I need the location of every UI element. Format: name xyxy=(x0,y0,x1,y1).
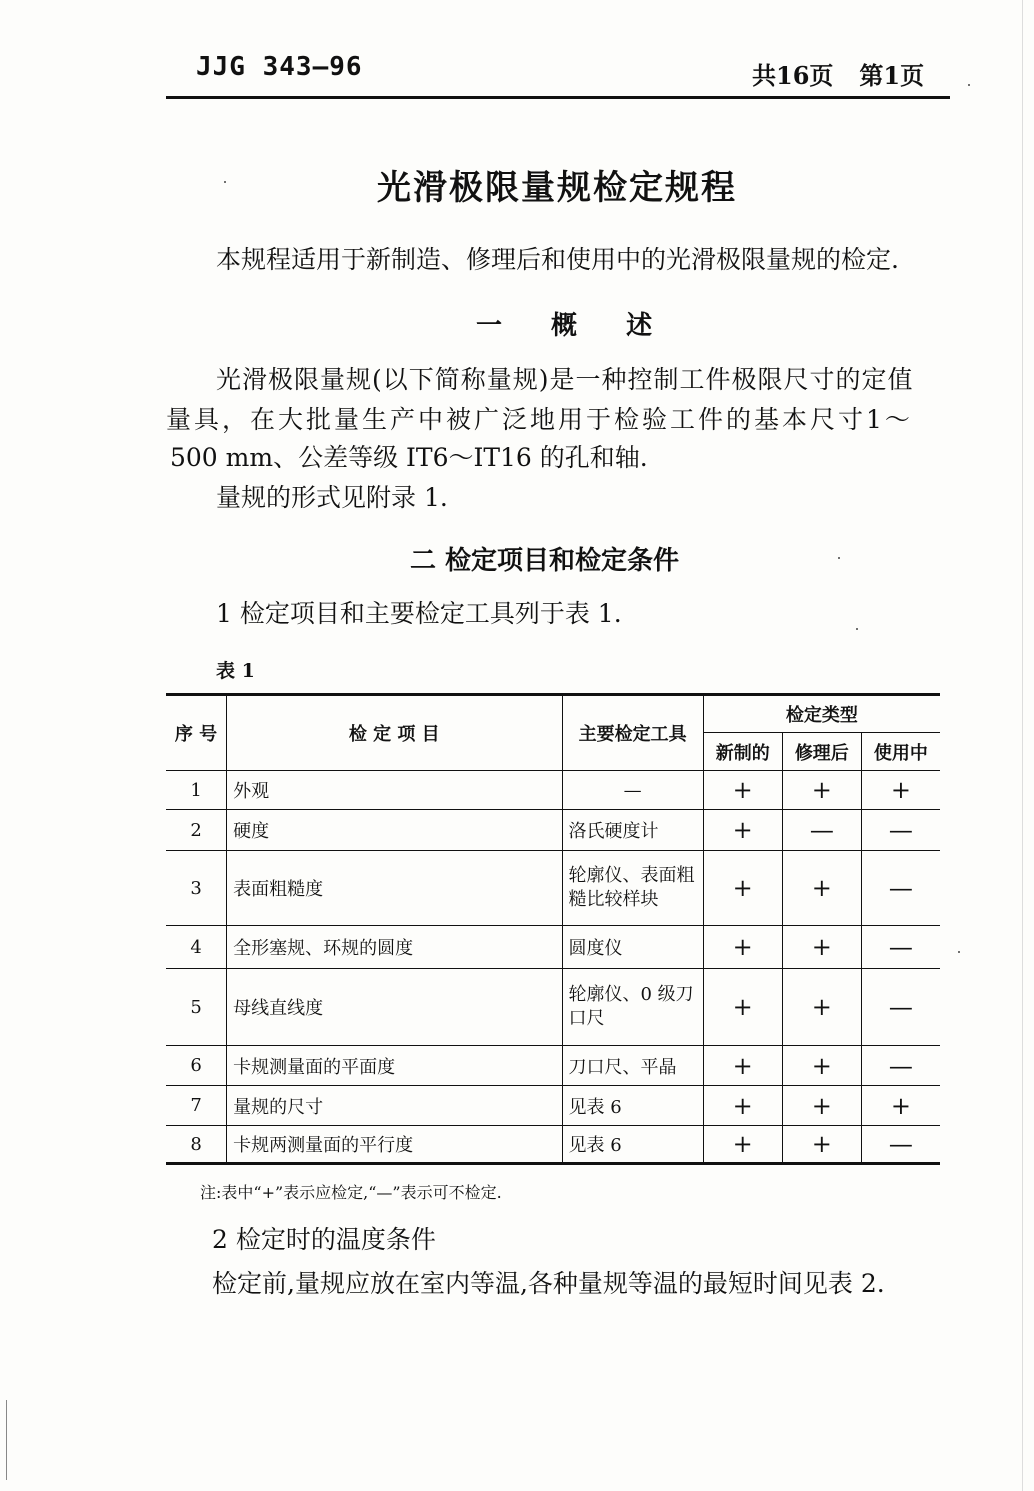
row-repaired: + xyxy=(782,771,861,810)
header-rule xyxy=(166,96,950,99)
row-new: + xyxy=(703,1126,782,1164)
row-new: + xyxy=(703,1046,782,1086)
row-tool: 圆度仪 xyxy=(562,926,703,969)
row-tool: 轮廓仪、0 级刀口尺 xyxy=(562,969,703,1046)
row-in-use: — xyxy=(861,969,940,1046)
row-item: 全形塞规、环规的圆度 xyxy=(227,926,562,969)
row-repaired: + xyxy=(782,969,861,1046)
scan-speck xyxy=(958,951,960,953)
row-repaired: + xyxy=(782,851,861,926)
table-row xyxy=(166,926,940,969)
col-header-type: 检定类型 xyxy=(703,695,940,733)
table-row xyxy=(166,851,940,926)
row-in-use: — xyxy=(861,1046,940,1086)
section-1-heading: 一 概 述 xyxy=(476,311,653,341)
row-tool: 洛氏硬度计 xyxy=(562,810,703,851)
overview-line-1: 光滑极限量规(以下简称量规)是一种控制工件极限尺寸的定值 xyxy=(216,365,914,394)
col-header-repaired: 修理后 xyxy=(782,733,861,771)
section-2-heading: 二 检定项目和检定条件 xyxy=(410,546,680,576)
row-tool: — xyxy=(562,771,703,810)
row-in-use: + xyxy=(861,1086,940,1126)
col-header-no: 序 号 xyxy=(166,695,227,771)
table-row xyxy=(166,1046,940,1086)
page-number: 第1页 xyxy=(859,61,925,90)
row-tool: 刀口尺、平晶 xyxy=(562,1046,703,1086)
row-repaired: + xyxy=(782,1086,861,1126)
table-row xyxy=(166,771,940,810)
row-no: 2 xyxy=(166,810,227,851)
row-new: + xyxy=(703,771,782,810)
col-header-in-use: 使用中 xyxy=(861,733,940,771)
row-repaired: — xyxy=(782,810,861,851)
row-item: 硬度 xyxy=(227,810,562,851)
row-repaired: + xyxy=(782,1046,861,1086)
row-repaired: + xyxy=(782,1126,861,1164)
total-pages: 共16页 xyxy=(752,61,834,90)
inspection-items-table xyxy=(166,693,940,1165)
row-tool: 轮廓仪、表面粗糙比较样块 xyxy=(562,851,703,926)
row-in-use: + xyxy=(861,771,940,810)
table-row xyxy=(166,1126,940,1164)
document-title: 光滑极限量规检定规程 xyxy=(377,168,737,208)
row-no: 5 xyxy=(166,969,227,1046)
row-item: 母线直线度 xyxy=(227,969,562,1046)
intro-paragraph: 本规程适用于新制造、修理后和使用中的光滑极限量规的检定. xyxy=(216,245,899,274)
row-new: + xyxy=(703,851,782,926)
col-header-tool: 主要检定工具 xyxy=(562,695,703,771)
row-no: 1 xyxy=(166,771,227,810)
row-new: + xyxy=(703,1086,782,1126)
table-row xyxy=(166,810,940,851)
row-in-use: — xyxy=(861,851,940,926)
row-in-use: — xyxy=(861,1126,940,1164)
overview-para-2: 量规的形式见附录 1. xyxy=(216,483,448,512)
scan-edge xyxy=(6,1400,7,1480)
row-tool: 见表 6 xyxy=(562,1126,703,1164)
row-no: 6 xyxy=(166,1046,227,1086)
item-1-text: 1 检定项目和主要检定工具列于表 1. xyxy=(216,599,622,628)
row-item: 表面粗糙度 xyxy=(227,851,562,926)
row-in-use: — xyxy=(861,810,940,851)
row-no: 7 xyxy=(166,1086,227,1126)
row-item: 量规的尺寸 xyxy=(227,1086,562,1126)
scan-speck xyxy=(968,84,970,86)
row-item: 卡规两测量面的平行度 xyxy=(227,1126,562,1164)
row-item: 外观 xyxy=(227,771,562,810)
overview-line-2: 量具，在大批量生产中被广泛地用于检验工件的基本尺寸1～ xyxy=(166,405,913,434)
row-no: 8 xyxy=(166,1126,227,1164)
scan-speck xyxy=(838,557,840,559)
row-tool: 见表 6 xyxy=(562,1086,703,1126)
row-new: + xyxy=(703,969,782,1046)
item-2-text: 检定前,量规应放在室内等温,各种量规等温的最短时间见表 2. xyxy=(212,1269,885,1298)
col-header-new: 新制的 xyxy=(703,733,782,771)
scan-edge xyxy=(1022,0,1023,1491)
page-info xyxy=(752,56,924,91)
scan-speck xyxy=(224,181,226,183)
overview-line-3: 500 mm、公差等级 IT6～IT16 的孔和轴. xyxy=(170,443,648,472)
row-new: + xyxy=(703,810,782,851)
table-note: 注:表中“+”表示应检定,“—”表示可不检定. xyxy=(200,1183,502,1202)
scan-speck xyxy=(856,628,858,630)
row-new: + xyxy=(703,926,782,969)
row-no: 3 xyxy=(166,851,227,926)
row-item: 卡规测量面的平面度 xyxy=(227,1046,562,1086)
col-header-item: 检 定 项 目 xyxy=(227,695,562,771)
item-2-heading: 2 检定时的温度条件 xyxy=(212,1225,436,1254)
row-no: 4 xyxy=(166,926,227,969)
table-label: 表 1 xyxy=(216,660,255,682)
row-in-use: — xyxy=(861,926,940,969)
table-row xyxy=(166,969,940,1046)
table-row xyxy=(166,1086,940,1126)
standard-code: JJG 343—96 xyxy=(196,52,363,82)
row-repaired: + xyxy=(782,926,861,969)
